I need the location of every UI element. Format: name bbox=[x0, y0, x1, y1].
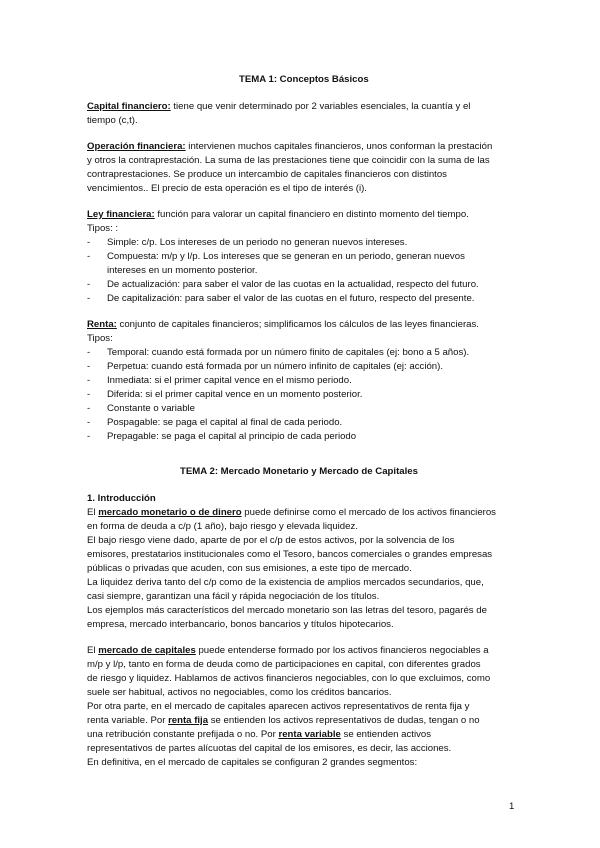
p2-line-9: En definitiva, en el mercado de capitales se configuran 2 grandes segmentos: bbox=[87, 757, 418, 768]
renta-item: Constante o variable bbox=[107, 403, 195, 414]
mercado-capitales-term: mercado de capitales bbox=[98, 645, 196, 656]
p1-line-4: emisores, prestatarios institucionales como el Tesoro, bancos comerciales o grandes empresas bbox=[87, 549, 493, 560]
renta-fija-term: renta fija bbox=[168, 715, 209, 726]
renta-text-1: conjunto de capitales financieros; simplificamos los cálculos de las leyes financieras. bbox=[116, 319, 479, 330]
tema2-title: TEMA 2: Mercado Monetario y Mercado de Capitales bbox=[180, 466, 418, 477]
operacion-text-1: intervienen muchos capitales financieros, unos conforman la prestación bbox=[185, 141, 493, 152]
list-dash: - bbox=[87, 237, 91, 248]
list-dash: - bbox=[87, 431, 91, 442]
p1-line-5: públicas o privadas que acuden, con sus emisiones, a este tipo de mercado. bbox=[87, 563, 412, 574]
p1-line-6: La liquidez deriva tanto del c/p como de la existencia de amplios mercados secundarios, que, bbox=[87, 577, 484, 588]
renta-item: Temporal: cuando está formada por un número finito de capitales (ej: bono a 5 años). bbox=[107, 347, 470, 358]
list-dash: - bbox=[87, 417, 91, 428]
list-dash: - bbox=[87, 403, 91, 414]
p1-line-3: El bajo riesgo viene dado, aparte de por el c/p de estos activos, por la solvencia de los bbox=[87, 535, 455, 546]
list-dash: - bbox=[87, 279, 91, 290]
renta-variable-term: renta variable bbox=[278, 729, 341, 740]
operacion-line-2: y otros la contraprestación. La suma de las prestaciones tiene que coincidir con la suma de las bbox=[87, 155, 490, 166]
ley-item: Simple: c/p. Los intereses de un periodo no generan nuevos intereses. bbox=[107, 237, 408, 248]
renta-item: Perpetua: cuando está formada por un número infinito de capitales (ej: acción). bbox=[107, 361, 443, 372]
p2-line-8: representativos de partes alícuotas del capital de los emisores, es decir, las acciones. bbox=[87, 743, 452, 754]
capital-term: Capital financiero: bbox=[87, 101, 171, 112]
p2-line-4: suele ser habitual, activos no negociables, como los créditos bancarios. bbox=[87, 687, 392, 698]
p1-pre: El bbox=[87, 507, 99, 518]
p2-line-5: Por otra parte, en el mercado de capitales aparecen activos representativos de renta fija y bbox=[87, 701, 470, 712]
capital-text-1: tiene que venir determinado por 2 variables esenciales, la cuantía y el bbox=[170, 101, 471, 112]
list-dash: - bbox=[87, 293, 91, 304]
list-dash: - bbox=[87, 347, 91, 358]
p2-text-7b: se entienden activos bbox=[340, 729, 432, 740]
page-number: 1 bbox=[509, 801, 515, 812]
p1-line-7: casi siempre, garantizan una fácil y rápida negociación de los títulos. bbox=[87, 591, 380, 602]
renta-item: Diferida: si el primer capital vence en un momento posterior. bbox=[107, 389, 363, 400]
list-dash: - bbox=[87, 251, 91, 262]
p2-text-6b: se entienden los activos representativos de dudas, tengan o no bbox=[208, 715, 480, 726]
p1-line-8: Los ejemplos más característicos del mercado monetario son las letras del tesoro, pagarés de bbox=[87, 605, 487, 616]
ley-item-continuation: intereses en un momento posterior. bbox=[107, 265, 258, 276]
ley-tipos: Tipos: : bbox=[87, 223, 119, 234]
ley-item: De actualización: para saber el valor de las cuotas en la actualidad, respecto del futuro. bbox=[107, 279, 479, 290]
capital-line-2: tiempo (c,t). bbox=[87, 115, 138, 126]
p1-line-9: empresa, mercado interbancario, bonos bancarios y títulos hipotecarios. bbox=[87, 619, 394, 630]
operacion-line-4: vencimientos.. El precio de esta operación es el tipo de interés (i). bbox=[87, 183, 367, 194]
renta-item: Prepagable: se paga el capital al principio de cada periodo bbox=[107, 431, 357, 442]
p2-text-1: puede entenderse formado por los activos financieros negociables a bbox=[195, 645, 489, 656]
list-dash: - bbox=[87, 389, 91, 400]
p2-pre: El bbox=[87, 645, 99, 656]
renta-item: Pospagable: se paga el capital al final de cada periodo. bbox=[107, 417, 343, 428]
p1-text-1: puede definirse como el mercado de los activos financieros bbox=[241, 507, 496, 518]
p2-text-6a: renta variable. Por bbox=[87, 715, 169, 726]
p2-line-2: m/p y l/p, tanto en forma de deuda como de participaciones en capital, con diferentes grados bbox=[87, 659, 481, 670]
tema1-title: TEMA 1: Conceptos Básicos bbox=[239, 74, 369, 85]
section-heading: 1. Introducción bbox=[87, 493, 156, 504]
p1-line-2: en forma de deuda a c/p (1 año), bajo riesgo y elevada liquidez. bbox=[87, 521, 358, 532]
p2-line-3: de riesgo y liquidez. Hablamos de activos financieros negociables, con lo que excluimos, como bbox=[87, 673, 491, 684]
ley-item: Compuesta: m/p y l/p. Los intereses que se generan en un periodo, generan nuevos bbox=[107, 251, 465, 262]
renta-item: Inmediata: si el primer capital vence en el mismo periodo. bbox=[107, 375, 352, 386]
operacion-line-1 bbox=[87, 140, 492, 154]
operacion-term: Operación financiera: bbox=[87, 141, 186, 152]
renta-line-1 bbox=[87, 318, 479, 332]
renta-term: Renta: bbox=[87, 319, 117, 330]
renta-tipos: Tipos: bbox=[87, 333, 113, 344]
capital-line-1 bbox=[87, 100, 470, 114]
ley-text-1: función para valorar un capital financiero en distinto momento del tiempo. bbox=[154, 209, 469, 220]
operacion-line-3: contraprestaciones. Se produce un intercambio de capitales financieros con distintos bbox=[87, 169, 447, 180]
p2-line-7 bbox=[87, 728, 431, 742]
p2-text-7a: una retribución constante prefijada o no. Por bbox=[87, 729, 279, 740]
p2-line-1 bbox=[87, 644, 489, 658]
ley-line-1 bbox=[87, 208, 469, 222]
ley-item: De capitalización: para saber el valor de las cuotas en el futuro, respecto del presente. bbox=[107, 293, 475, 304]
list-dash: - bbox=[87, 361, 91, 372]
p1-line-1 bbox=[87, 506, 496, 520]
p2-line-6 bbox=[87, 714, 480, 728]
mercado-monetario-term: mercado monetario o de dinero bbox=[98, 507, 242, 518]
list-dash: - bbox=[87, 375, 91, 386]
ley-term: Ley financiera: bbox=[87, 209, 155, 220]
